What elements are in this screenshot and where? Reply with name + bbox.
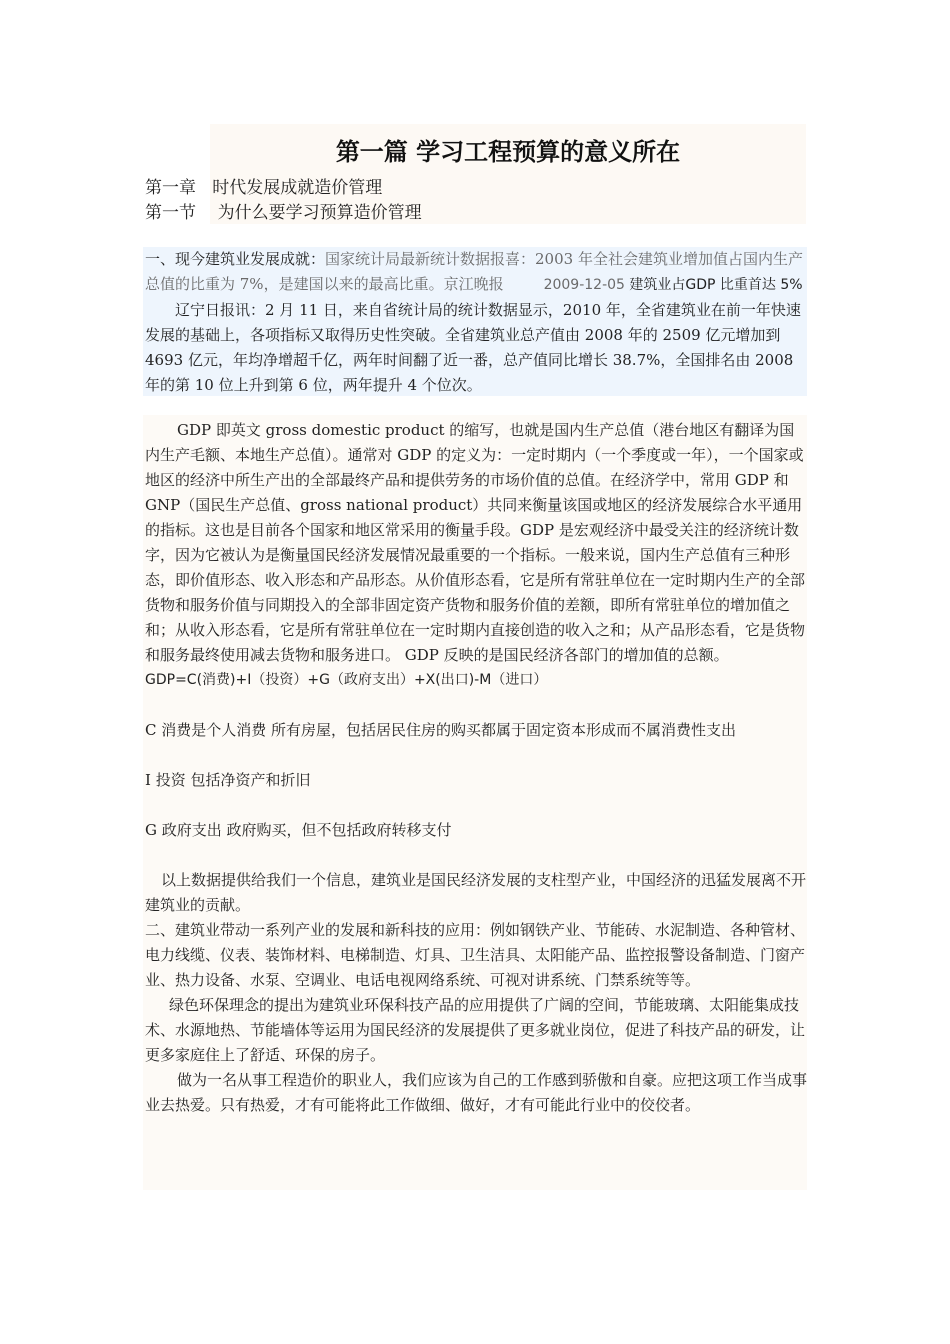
news-lead: 一、现今建筑业发展成就： bbox=[145, 250, 326, 268]
news-report-2: 辽宁日报讯：2 月 11 日，来自省统计局的统计数据显示，2010 年，全省建筑业在前一年快速发展的基础上，各项指标又取得历史性突破。全省建筑业总产值由 2008 年的 2509 亿元增加到 4693 亿元，年均净增超千亿，两年时间翻了近一番，总产值同比增长 38.7%，全国排名由 2008 年的第 10 位上升到第 6 位，两年提升 4 个位次。 bbox=[145, 301, 801, 394]
g-definition: G 政府支出 政府购买，但不包括政府转移支付 bbox=[145, 821, 452, 839]
i-definition: I 投资 包括净资产和折旧 bbox=[145, 771, 311, 789]
news-report-1: 国家统计局最新统计数据报喜：2003 年全社会建筑业增加值占国内生产总值的比重为 7%，是建国以来的最高比重。京江晚报 bbox=[145, 250, 803, 293]
c-definition: C 消费是个人消费 所有房屋，包括居民住房的购买都属于固定资本形成而不属消费性支出 bbox=[145, 721, 737, 739]
main-content bbox=[145, 418, 807, 1118]
gdp-formula: GDP=C(消费)+I（投资）+G（政府支出）+X(出口)-M（进口） bbox=[145, 672, 548, 688]
section-heading: 第一节 为什么要学习预算造价管理 bbox=[145, 203, 422, 223]
chapter-heading: 第一章 时代发展成就造价管理 bbox=[145, 178, 383, 198]
closing-paragraph-3: 绿色环保理念的提出为建筑业环保科技产品的应用提供了广阔的空间，节能玻璃、太阳能集成技术、水源地热、节能墙体等运用为国民经济的发展提供了更多就业岗位，促进了科技产品的研发，让更多家庭住上了舒适、环保的房子。 bbox=[145, 996, 806, 1064]
gdp-intro: GDP 即英文 gross domestic product 的缩写，也就是国内生产总值（港台地区有翻译为国内生产毛额、本地生产总值）。通常对 GDP 的定义为：一定时期内（一个季度或一年），一个国家或地区的经济中所生产出的全部最终产品和提供劳务的市场价值的总值。在经济学中，常用 GDP 和 GNP（国民生产总值、gross national product）共同来衡量该国或地区的经济发展综合水平通用的指标。这也是目前各个国家和地区常采用的衡量手段。GDP 是宏观经济中最受关注的经济统计数字，因为它被认为是衡量国民经济发展情况最重要的一个指标。一般来说，国内生产总值有三种形态，即价值形态、收入形态和产品形态。从价值形态看，它是所有常驻单位在一定时期内生产的全部货物和服务价值与同期投入的全部非固定资产货物和服务价值的差额，即所有常驻单位的增加值之和；从收入形态看，它是所有常驻单位在一定时期内直接创造的收入之和；从产品形态看，它是货物和服务最终使用减去货物和服务进口。 GDP 反映的是国民经济各部门的增加值的总额。 bbox=[145, 421, 806, 664]
closing-paragraph-1: 以上数据提供给我们一个信息，建筑业是国民经济发展的支柱型产业，中国经济的迅猛发展离不开建筑业的贡献。 bbox=[145, 871, 807, 914]
closing-paragraph-4: 做为一名从事工程造价的职业人，我们应该为自己的工作感到骄傲和自豪。应把这项工作当成事业去热爱。只有热爱，才有可能将此工作做细、做好，才有可能此行业中的佼佼者。 bbox=[145, 1071, 808, 1114]
page-title: 第一篇 学习工程预算的意义所在 bbox=[335, 138, 681, 166]
closing-paragraph-2: 二、建筑业带动一系列产业的发展和新科技的应用：例如钢铁产业、节能砖、水泥制造、各种管材、电力线缆、仪表、装饰材料、电梯制造、灯具、卫生洁具、太阳能产品、监控报警设备制造、门窗产业、热力设备、水泵、空调业、电话电视网络系统、可视对讲系统、门禁系统等等。 bbox=[145, 921, 806, 989]
news-date: 2009-12-05 bbox=[543, 277, 625, 293]
news-headline: 建筑业占GDP 比重首达 5% bbox=[629, 277, 803, 293]
news-paragraph bbox=[145, 247, 805, 398]
